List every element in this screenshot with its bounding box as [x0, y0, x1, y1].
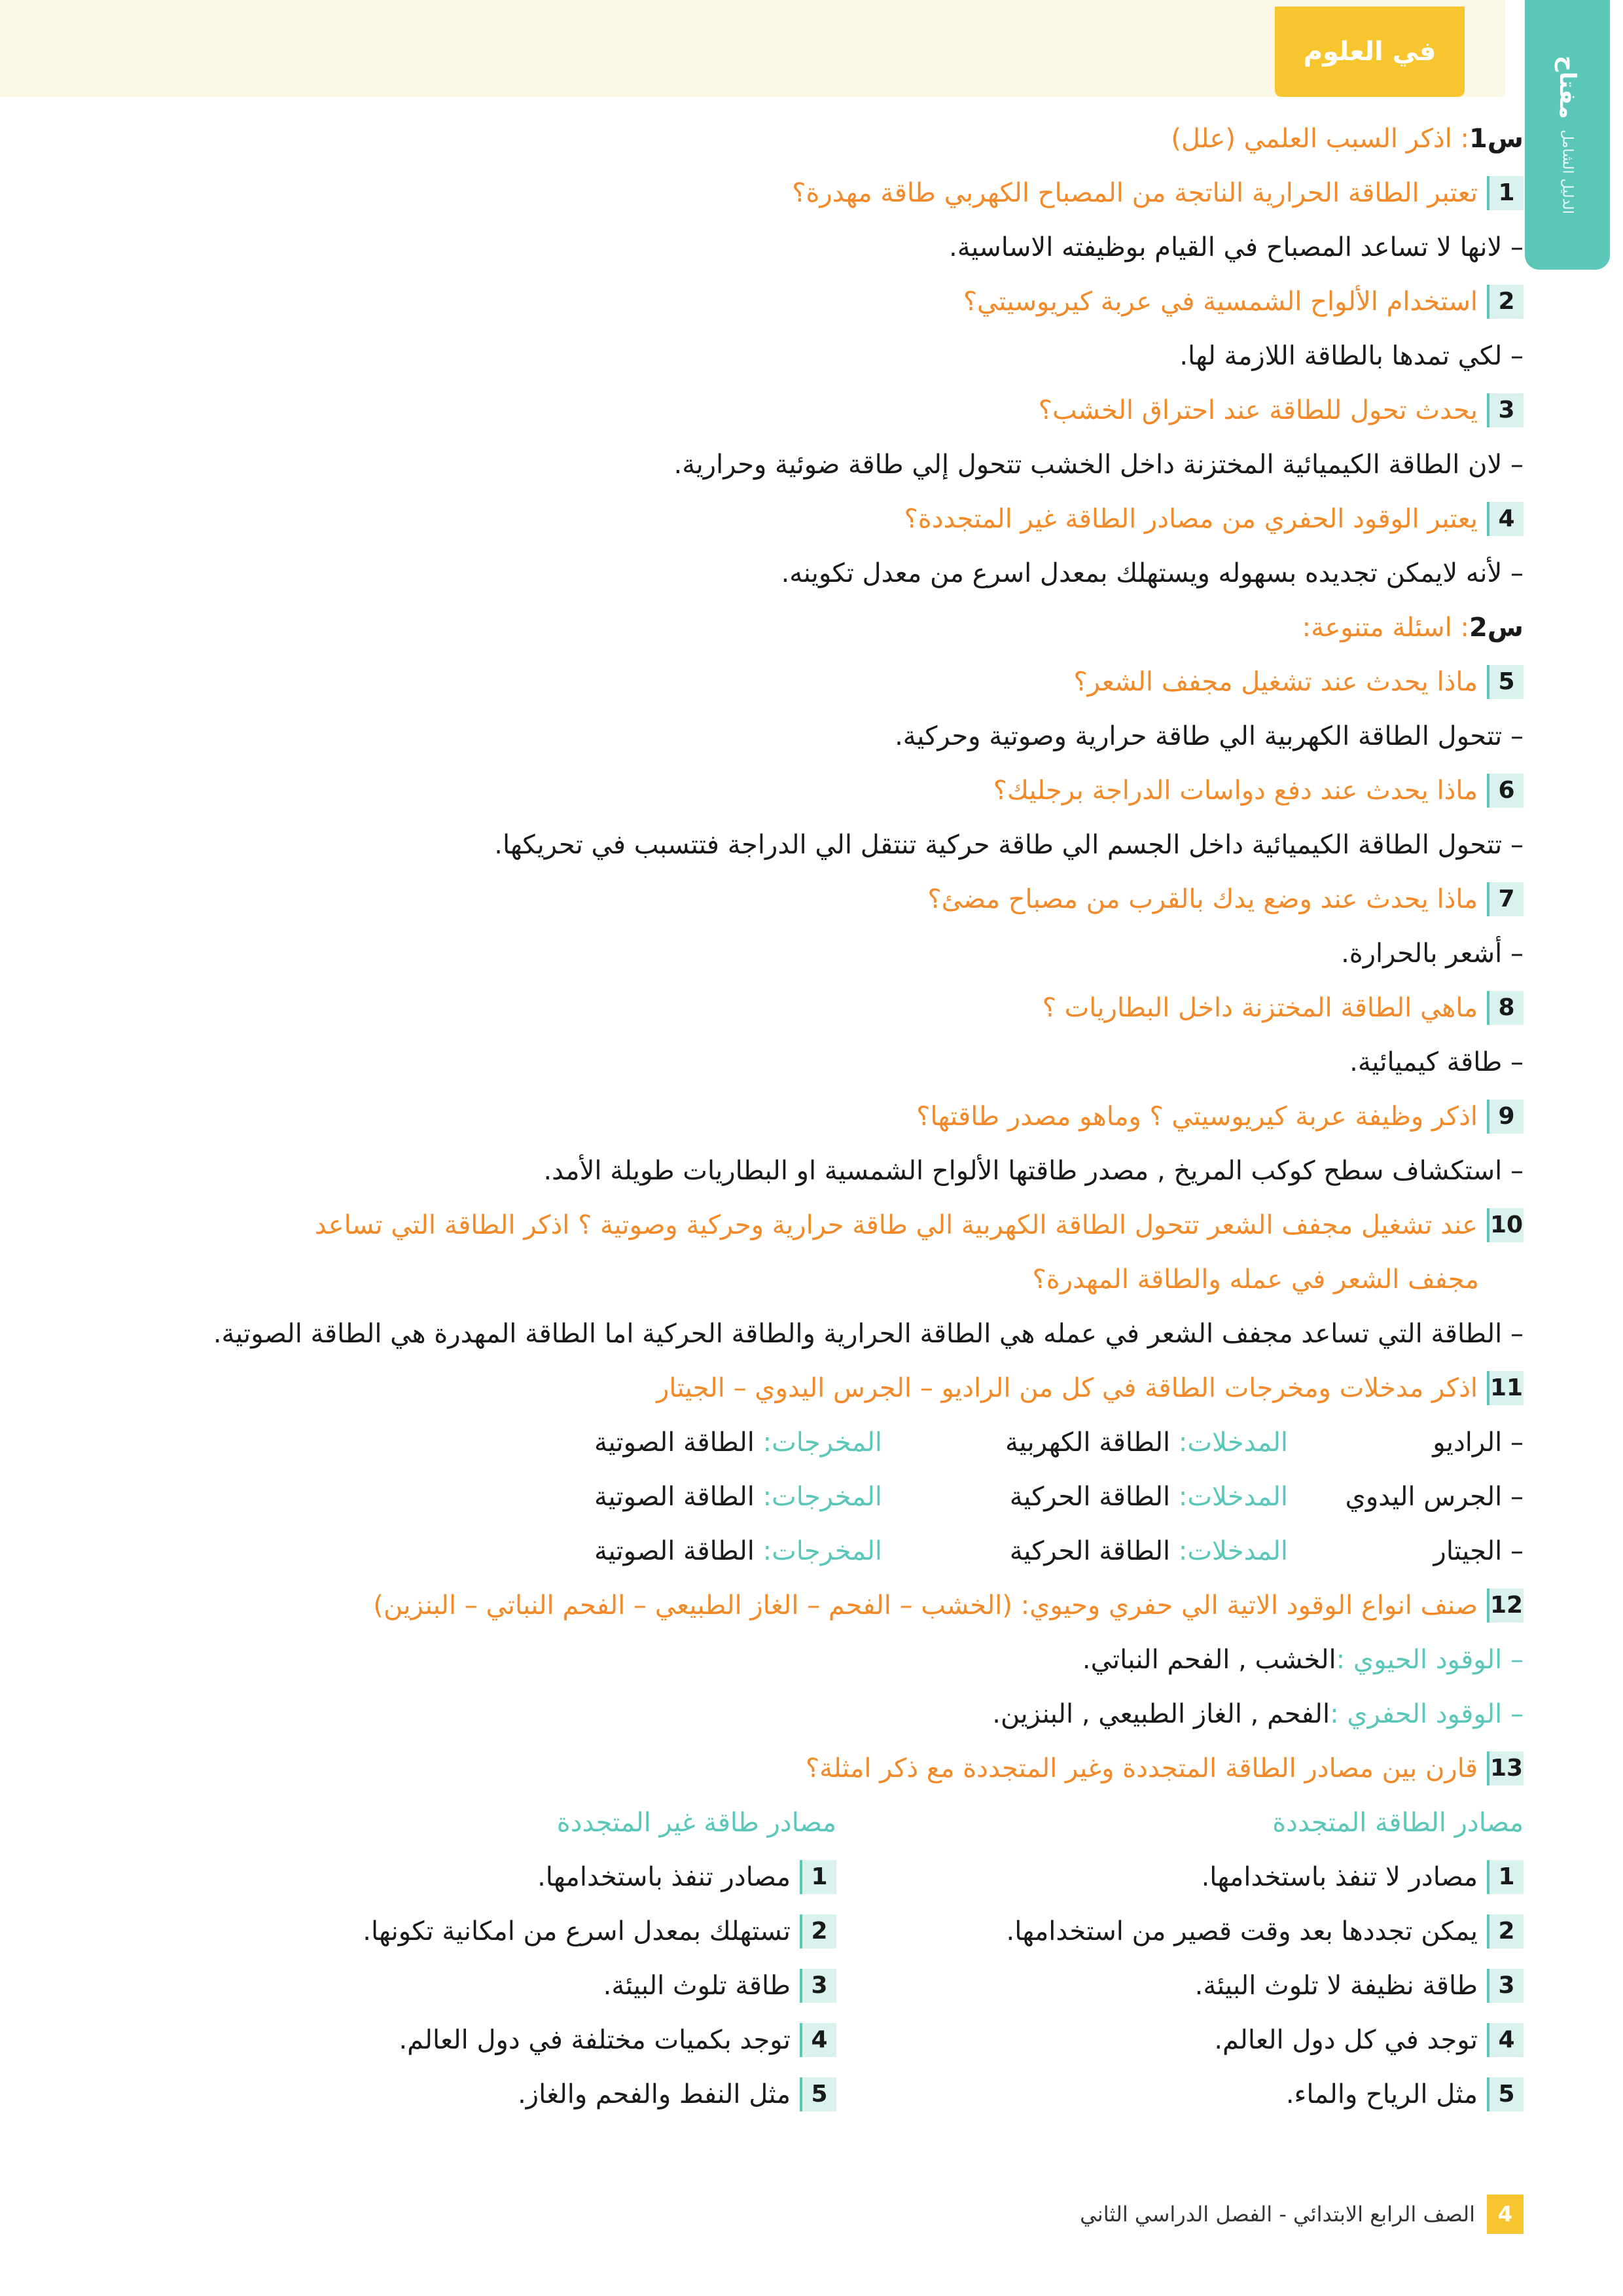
answer-1: – لانها لا تساعد المصباح في القيام بوظيفته الاساسية. — [948, 232, 1524, 262]
bio-fuel-value: الخشب , الفحم النباتي. — [1082, 1644, 1336, 1675]
bio-fuel-answer — [97, 1632, 1524, 1687]
fossil-fuel-value: الفحم , الغاز الطبيعي , البنزين. — [992, 1698, 1330, 1729]
page-number: 4 — [1487, 2195, 1524, 2234]
question-number: 8 — [1487, 991, 1524, 1025]
input-value: الطاقة الكهربية — [1005, 1427, 1179, 1458]
brand-name: مفتاح — [1554, 56, 1580, 119]
answer-9: – استكشاف سطح كوكب المريخ , مصدر طاقتها الألواح الشمسية او البطاريات طويلة الأمد. — [543, 1155, 1524, 1186]
row-number: 1 — [800, 1860, 836, 1894]
section-1-heading — [97, 111, 1524, 166]
comparison-row — [97, 1850, 1524, 1904]
io-input — [882, 1482, 1288, 1512]
nonrenewable-cell — [149, 2023, 836, 2057]
comparison-row — [97, 1958, 1524, 2013]
comparison-row — [97, 2013, 1524, 2067]
subject-title: في العلوم — [1303, 37, 1436, 67]
renewable-column-title: مصادر الطاقة المتجددة — [1272, 1807, 1524, 1838]
question-text-line-1: عند تشغيل مجفف الشعر تتحول الطاقة الكهربية الي طاقة حرارية وحركية وصوتية ؟ اذكر الطاقة التي تساعد — [314, 1210, 1478, 1240]
renewable-cell — [836, 2077, 1524, 2111]
question-number: 1 — [1487, 176, 1524, 210]
question-6 — [97, 763, 1524, 817]
output-label: المخرجات: — [762, 1481, 882, 1512]
page-footer — [1080, 2191, 1524, 2237]
brand-logo — [1525, 0, 1610, 270]
io-row — [97, 1415, 1524, 1469]
question-number: 13 — [1487, 1751, 1524, 1785]
question-11 — [97, 1361, 1524, 1415]
question-5 — [97, 655, 1524, 709]
nonrenewable-cell — [149, 1860, 836, 1894]
nonrenewable-text: توجد بكميات مختلفة في دول العالم. — [399, 2024, 791, 2055]
question-text: ماهي الطاقة المختزنة داخل البطاريات ؟ — [1042, 992, 1478, 1023]
section-title: : اسئلة متنوعة: — [1302, 612, 1469, 643]
question-text: قارن بين مصادر الطاقة المتجددة وغير المتجددة مع ذكر امثلة؟ — [805, 1753, 1478, 1784]
output-value: الطاقة الصوتية — [594, 1535, 763, 1566]
answer-5: – تتحول الطاقة الكهربية الي طاقة حرارية وصوتية وحركية. — [895, 721, 1524, 751]
comparison-header — [97, 1795, 1524, 1850]
answer-2: – لكي تمدها بالطاقة اللازمة لها. — [1179, 340, 1524, 371]
brand-subtitle: الدليل الشامل — [1559, 129, 1576, 214]
question-number: 9 — [1487, 1100, 1524, 1134]
nonrenewable-text: تستهلك بمعدل اسرع من امكانية تكونها. — [363, 1916, 791, 1946]
io-item: – الجرس اليدوي — [1345, 1481, 1524, 1512]
answer-7: – أشعر بالحرارة. — [1341, 938, 1524, 969]
io-row — [97, 1469, 1524, 1524]
question-9 — [97, 1089, 1524, 1143]
question-10-continued: مجفف الشعر في عمله والطاقة المهدرة؟ — [1032, 1264, 1479, 1295]
renewable-text: توجد في كل دول العالم. — [1214, 2024, 1478, 2055]
comparison-row — [97, 2067, 1524, 2121]
renewable-text: يمكن تجددها بعد وقت قصير من استخدامها. — [1006, 1916, 1478, 1946]
question-2 — [97, 274, 1524, 329]
io-output — [476, 1536, 882, 1566]
question-text: استخدام الألواح الشمسية في عربة كيريوسيتي؟ — [963, 286, 1478, 317]
io-row — [97, 1524, 1524, 1578]
io-output — [476, 1482, 882, 1512]
question-10 — [97, 1198, 1524, 1252]
row-number: 2 — [1487, 1914, 1524, 1948]
nonrenewable-text: طاقة تلوث البيئة. — [603, 1970, 791, 2001]
question-1 — [97, 166, 1524, 220]
footer-text: الصف الرابع الابتدائي - الفصل الدراسي الثاني — [1080, 2202, 1475, 2227]
question-7 — [97, 872, 1524, 926]
renewable-cell — [836, 2023, 1524, 2057]
question-text: ماذا يحدث عند وضع يدك بالقرب من مصباح مضئ؟ — [927, 884, 1478, 914]
question-number: 12 — [1487, 1588, 1524, 1623]
question-number: 5 — [1487, 665, 1524, 699]
question-8 — [97, 980, 1524, 1035]
output-value: الطاقة الصوتية — [594, 1481, 763, 1512]
section-label: س1 — [1469, 123, 1524, 154]
nonrenewable-text: مصادر تنفذ باستخدامها. — [537, 1861, 791, 1892]
question-12 — [97, 1578, 1524, 1632]
row-number: 4 — [800, 2023, 836, 2057]
answer-10: – الطاقة التي تساعد مجفف الشعر في عمله هي الطاقة الحرارية والطاقة الحركية اما الطاقة المهدرة هي الطاقة الصوتية. — [213, 1318, 1524, 1349]
io-item: – الراديو — [1433, 1427, 1524, 1458]
question-text: يحدث تحول للطاقة عند احتراق الخشب؟ — [1038, 395, 1478, 425]
answer-4: – لأنه لايمكن تجديده بسهوله ويستهلك بمعدل اسرع من معدل تكوينه. — [781, 558, 1524, 588]
nonrenewable-text: مثل النفط والفحم والغاز. — [518, 2079, 791, 2109]
subject-tab — [1275, 7, 1465, 97]
renewable-text: طاقة نظيفة لا تلوث البيئة. — [1194, 1970, 1478, 2001]
io-input — [882, 1536, 1288, 1566]
input-label: المدخلات: — [1178, 1481, 1288, 1512]
row-number: 3 — [800, 1969, 836, 2003]
question-3 — [97, 383, 1524, 437]
nonrenewable-column-title: مصادر طاقة غير المتجددة — [556, 1807, 836, 1838]
question-number: 10 — [1487, 1208, 1524, 1242]
answer-8: – طاقة كيميائية. — [1349, 1047, 1524, 1077]
renewable-text: مثل الرياح والماء. — [1285, 2079, 1478, 2109]
row-number: 2 — [800, 1914, 836, 1948]
question-text: اذكر وظيفة عربة كيريوسيتي ؟ وماهو مصدر طاقتها؟ — [916, 1101, 1478, 1132]
question-4 — [97, 492, 1524, 546]
input-value: الطاقة الحركية — [1009, 1481, 1179, 1512]
section-label: س2 — [1469, 612, 1524, 643]
question-number: 2 — [1487, 285, 1524, 319]
question-text: صنف انواع الوقود الاتية الي حفري وحيوي: (الخشب – الفحم – الغاز الطبيعي – الفحم النباتي – البنزين) — [373, 1590, 1478, 1621]
question-text: يعتبر الوقود الحفري من مصادر الطاقة غير المتجددة؟ — [904, 503, 1478, 534]
input-value: الطاقة الحركية — [1009, 1535, 1179, 1566]
io-input — [882, 1427, 1288, 1458]
question-number: 11 — [1487, 1371, 1524, 1405]
fossil-fuel-label: – الوقود الحفري : — [1330, 1698, 1524, 1729]
answer-3: – لان الطاقة الكيميائية المختزنة داخل الخشب تتحول إلي طاقة ضوئية وحرارية. — [673, 449, 1524, 480]
row-number: 5 — [800, 2077, 836, 2111]
question-number: 6 — [1487, 774, 1524, 808]
question-text: تعتبر الطاقة الحرارية الناتجة من المصباح الكهربي طاقة مهدرة؟ — [792, 177, 1478, 208]
question-text: ماذا يحدث عند دفع دواسات الدراجة برجليك؟ — [993, 775, 1478, 806]
question-number: 4 — [1487, 502, 1524, 536]
row-number: 3 — [1487, 1969, 1524, 2003]
io-output — [476, 1427, 882, 1458]
question-text: ماذا يحدث عند تشغيل مجفف الشعر؟ — [1073, 666, 1478, 697]
question-number: 3 — [1487, 393, 1524, 427]
answer-6: – تتحول الطاقة الكيميائية داخل الجسم الي طاقة حركية تنتقل الي الدراجة فتتسبب في تحريكها. — [494, 829, 1524, 860]
io-item: – الجيتار — [1433, 1535, 1524, 1566]
bio-fuel-label: – الوقود الحيوي : — [1336, 1644, 1524, 1675]
question-13 — [97, 1741, 1524, 1795]
output-label: المخرجات: — [762, 1535, 882, 1566]
comparison-row — [97, 1904, 1524, 1958]
fossil-fuel-answer — [97, 1687, 1524, 1741]
nonrenewable-cell — [149, 2077, 836, 2111]
nonrenewable-cell — [149, 1969, 836, 2003]
question-text: اذكر مدخلات ومخرجات الطاقة في كل من الراديو – الجرس اليدوي – الجيتار — [656, 1372, 1478, 1403]
row-number: 4 — [1487, 2023, 1524, 2057]
renewable-cell — [836, 1860, 1524, 1894]
input-label: المدخلات: — [1178, 1427, 1288, 1458]
row-number: 1 — [1487, 1860, 1524, 1894]
nonrenewable-cell — [149, 1914, 836, 1948]
input-label: المدخلات: — [1178, 1535, 1288, 1566]
output-value: الطاقة الصوتية — [594, 1427, 763, 1458]
question-number: 7 — [1487, 882, 1524, 916]
section-title: : اذكر السبب العلمي (علل) — [1171, 123, 1469, 154]
worksheet — [97, 111, 1524, 2121]
row-number: 5 — [1487, 2077, 1524, 2111]
renewable-cell — [836, 1969, 1524, 2003]
renewable-cell — [836, 1914, 1524, 1948]
section-2-heading — [97, 600, 1524, 655]
renewable-text: مصادر لا تنفذ باستخدامها. — [1201, 1861, 1478, 1892]
output-label: المخرجات: — [762, 1427, 882, 1458]
